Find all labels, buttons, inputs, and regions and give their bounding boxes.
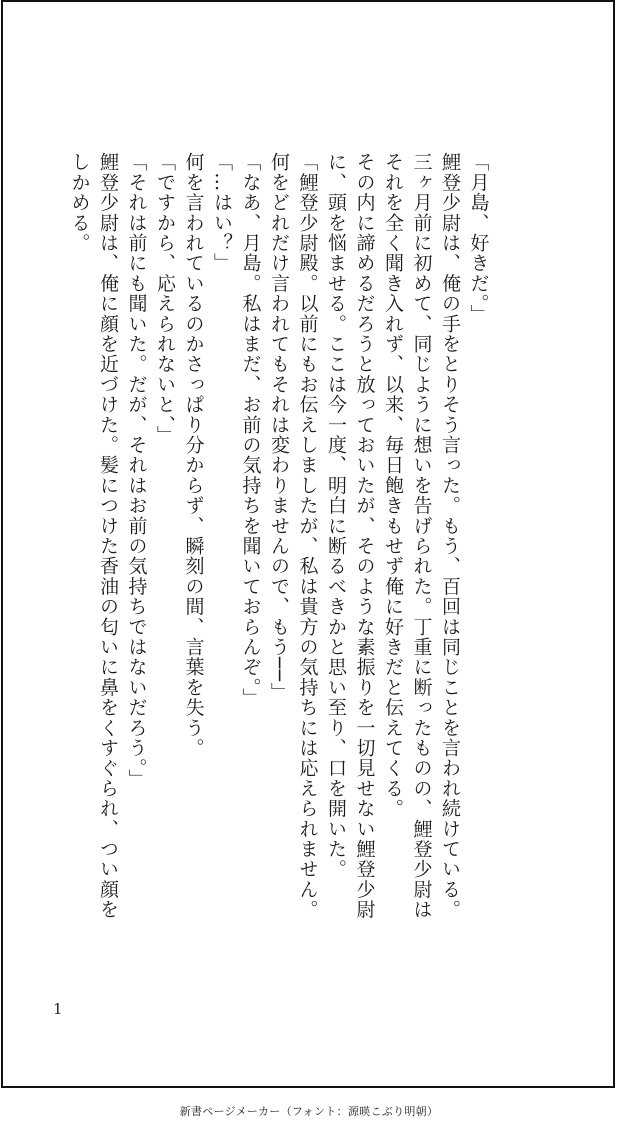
paragraph: 「ですから、応えられないと、」 (154, 152, 176, 446)
paragraph: その内に諦めるだろうと放っておいたが、そのような素振りを一切見せない鯉登少尉に、頭を悩ませる。ここは今一度、明白に断るべきかと思い至り、口を開いた。 (325, 152, 376, 920)
paragraph: 「月島、好きだ。」 (467, 152, 490, 325)
footer-credit: 新書ページメーカー（フォント：源暎こぶり明朝） (179, 1105, 439, 1118)
novel-text (65, 152, 493, 932)
page-frame (1, 0, 615, 1088)
paragraph: 「鯉登少尉殿。以前にもお伝えしましたが、私は貴方の気持ちには応えられません。何をどれだけ言われてもそれは変わりませんので、もう──」 (268, 152, 319, 920)
paragraph: 何を言われているのかさっぱり分からず、瞬刻の間、言葉を失う。 (182, 152, 205, 758)
paragraph: 鯉登少尉は、俺の手をとりそう言った。もう、百回は同じことを言われ続けている。 (439, 152, 461, 920)
vertical-text-area (65, 152, 525, 932)
paragraph: 「…はい？」 (211, 152, 233, 274)
paragraph: 鯉登少尉は、俺に顔を近づけた。髪につけた香油の匂いに鼻をくすぐられ、つい顔をしかめる。 (68, 152, 119, 920)
paragraph: 三ヶ月前に初めて、同じように想いを告げられた。丁重に断ったものの、鯉登少尉はそれを全く聞き入れず、以来、毎日飽きもせず俺に好きだと伝えてくる。 (382, 152, 433, 920)
paragraph: 「それは前にも聞いた。だが、それはお前の気持ちではないだろう。」 (125, 152, 148, 789)
paragraph: 「なあ、月島。私はまだ、お前の気持ちを聞いておらんぞ。」 (239, 152, 262, 709)
page-number: 1 (53, 1000, 63, 1018)
